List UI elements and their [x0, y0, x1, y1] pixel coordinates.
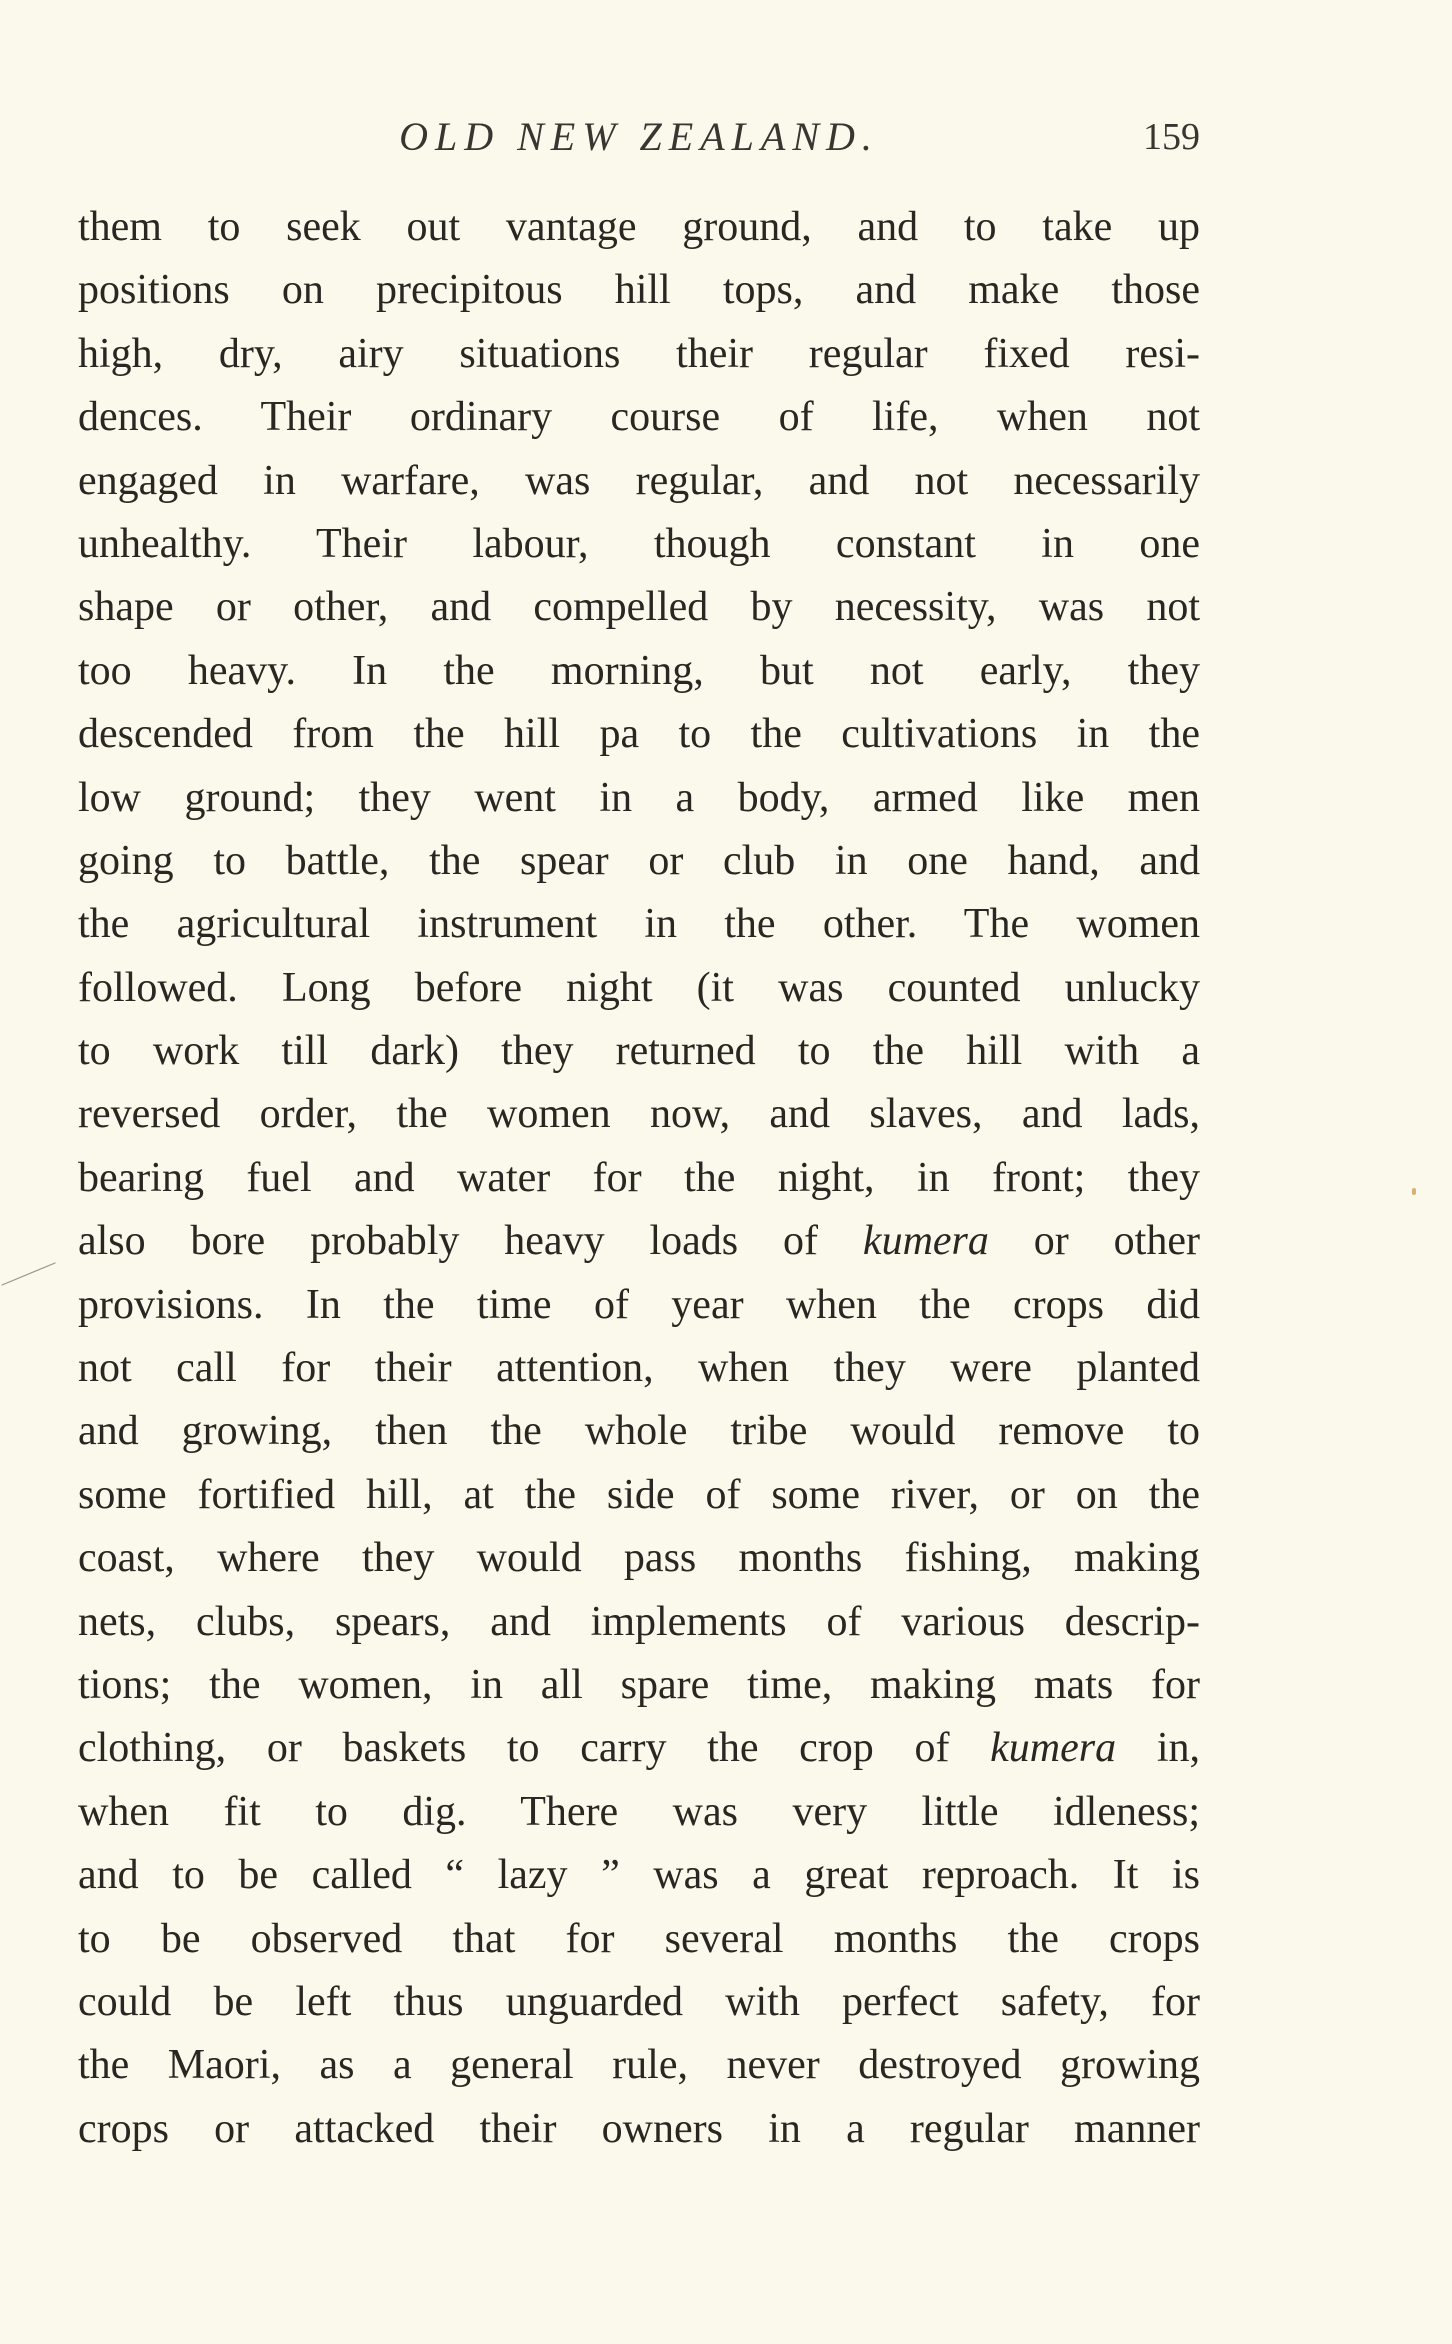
text-run: crops or attacked their owners in a regular manner — [78, 2105, 1200, 2152]
text-run: the Maori, as a general rule, never destroyed growing — [78, 2042, 1200, 2089]
text-line — [78, 1908, 1200, 1971]
text-run: bearing fuel and water for the night, in front; they — [78, 1154, 1200, 1201]
text-run: them to seek out vantage ground, and to take up — [78, 204, 1200, 250]
text-run: some fortified hill, at the side of some river, or on the — [78, 1471, 1200, 1518]
text-run: reversed order, the women now, and slaves, and lads, — [78, 1091, 1200, 1138]
italic-term: kumera — [990, 1725, 1117, 1772]
text-line — [78, 1464, 1200, 1527]
text-run: nets, clubs, spears, and implements of various descrip- — [78, 1598, 1200, 1645]
text-run: and to be called “ lazy ” was a great reproach. It is — [78, 1852, 1200, 1899]
text-line — [78, 640, 1200, 703]
text-run: to be observed that for several months the crops — [78, 1915, 1200, 1962]
text-run: too heavy. In the morning, but not early, they — [78, 647, 1200, 694]
text-line — [78, 1781, 1200, 1844]
text-run: when fit to dig. There was very little idleness; — [78, 1788, 1200, 1835]
running-title: OLD NEW ZEALAND. — [399, 114, 879, 159]
text-run: shape or other, and compelled by necessity, was not — [78, 584, 1200, 631]
text-line — [78, 2098, 1200, 2161]
text-run: and growing, then the whole tribe would remove to — [78, 1408, 1200, 1455]
text-line — [78, 450, 1200, 513]
text-line — [78, 1527, 1200, 1590]
text-line — [78, 1591, 1200, 1654]
text-line — [78, 893, 1200, 956]
text-line — [78, 386, 1200, 449]
text-run: tions; the women, in all spare time, making mats for — [78, 1661, 1200, 1708]
text-run: low ground; they went in a body, armed like men — [78, 774, 1200, 821]
text-run: clothing, or baskets to carry the crop of — [78, 1725, 991, 1772]
text-run: not call for their attention, when they were planted — [78, 1345, 1200, 1392]
text-run: high, dry, airy situations their regular fixed resi- — [78, 330, 1200, 377]
text-line — [78, 323, 1200, 386]
text-run: descended from the hill pa to the cultivations in the — [78, 711, 1200, 758]
text-run: or other — [988, 1218, 1200, 1265]
text-run: could be left thus unguarded with perfect safety, for — [78, 1978, 1200, 2025]
text-run: followed. Long before night (it was counted unlucky — [78, 964, 1200, 1011]
page-number: 159 — [1143, 116, 1200, 158]
text-line — [78, 576, 1200, 639]
text-line — [78, 259, 1200, 322]
text-line — [78, 1083, 1200, 1146]
text-run: to work till dark) they returned to the hill with a — [78, 1028, 1200, 1075]
text-line — [78, 196, 1200, 259]
text-run: positions on precipitous hill tops, and make those — [78, 267, 1200, 314]
running-head — [78, 112, 1200, 162]
text-line — [78, 1210, 1200, 1273]
text-line — [78, 1274, 1200, 1337]
text-run: the agricultural instrument in the other. The women — [78, 901, 1200, 948]
pencil-mark-icon — [0, 1255, 60, 1295]
body-text — [78, 196, 1200, 2161]
text-line — [78, 703, 1200, 766]
text-run: going to battle, the spear or club in one hand, and — [78, 837, 1200, 884]
text-run: provisions. In the time of year when the crops did — [78, 1281, 1200, 1328]
italic-term: kumera — [862, 1218, 989, 1265]
text-line — [78, 1654, 1200, 1717]
text-line — [78, 1844, 1200, 1907]
text-line — [78, 1020, 1200, 1083]
text-run: also bore probably heavy loads of — [78, 1218, 863, 1265]
text-line — [78, 1337, 1200, 1400]
text-run: unhealthy. Their labour, though constant in one — [78, 520, 1200, 567]
paper-speck — [1412, 1188, 1416, 1195]
text-line — [78, 2034, 1200, 2097]
text-line — [78, 957, 1200, 1020]
text-line — [78, 1971, 1200, 2034]
text-line — [78, 767, 1200, 830]
text-run: engaged in warfare, was regular, and not necessarily — [78, 457, 1200, 504]
text-line — [78, 513, 1200, 576]
text-line — [78, 1400, 1200, 1463]
text-run: in, — [1116, 1725, 1200, 1772]
text-run: dences. Their ordinary course of life, when not — [78, 394, 1200, 441]
text-run: coast, where they would pass months fishing, making — [78, 1535, 1200, 1582]
text-line — [78, 1147, 1200, 1210]
text-line — [78, 1717, 1200, 1780]
text-line — [78, 830, 1200, 893]
